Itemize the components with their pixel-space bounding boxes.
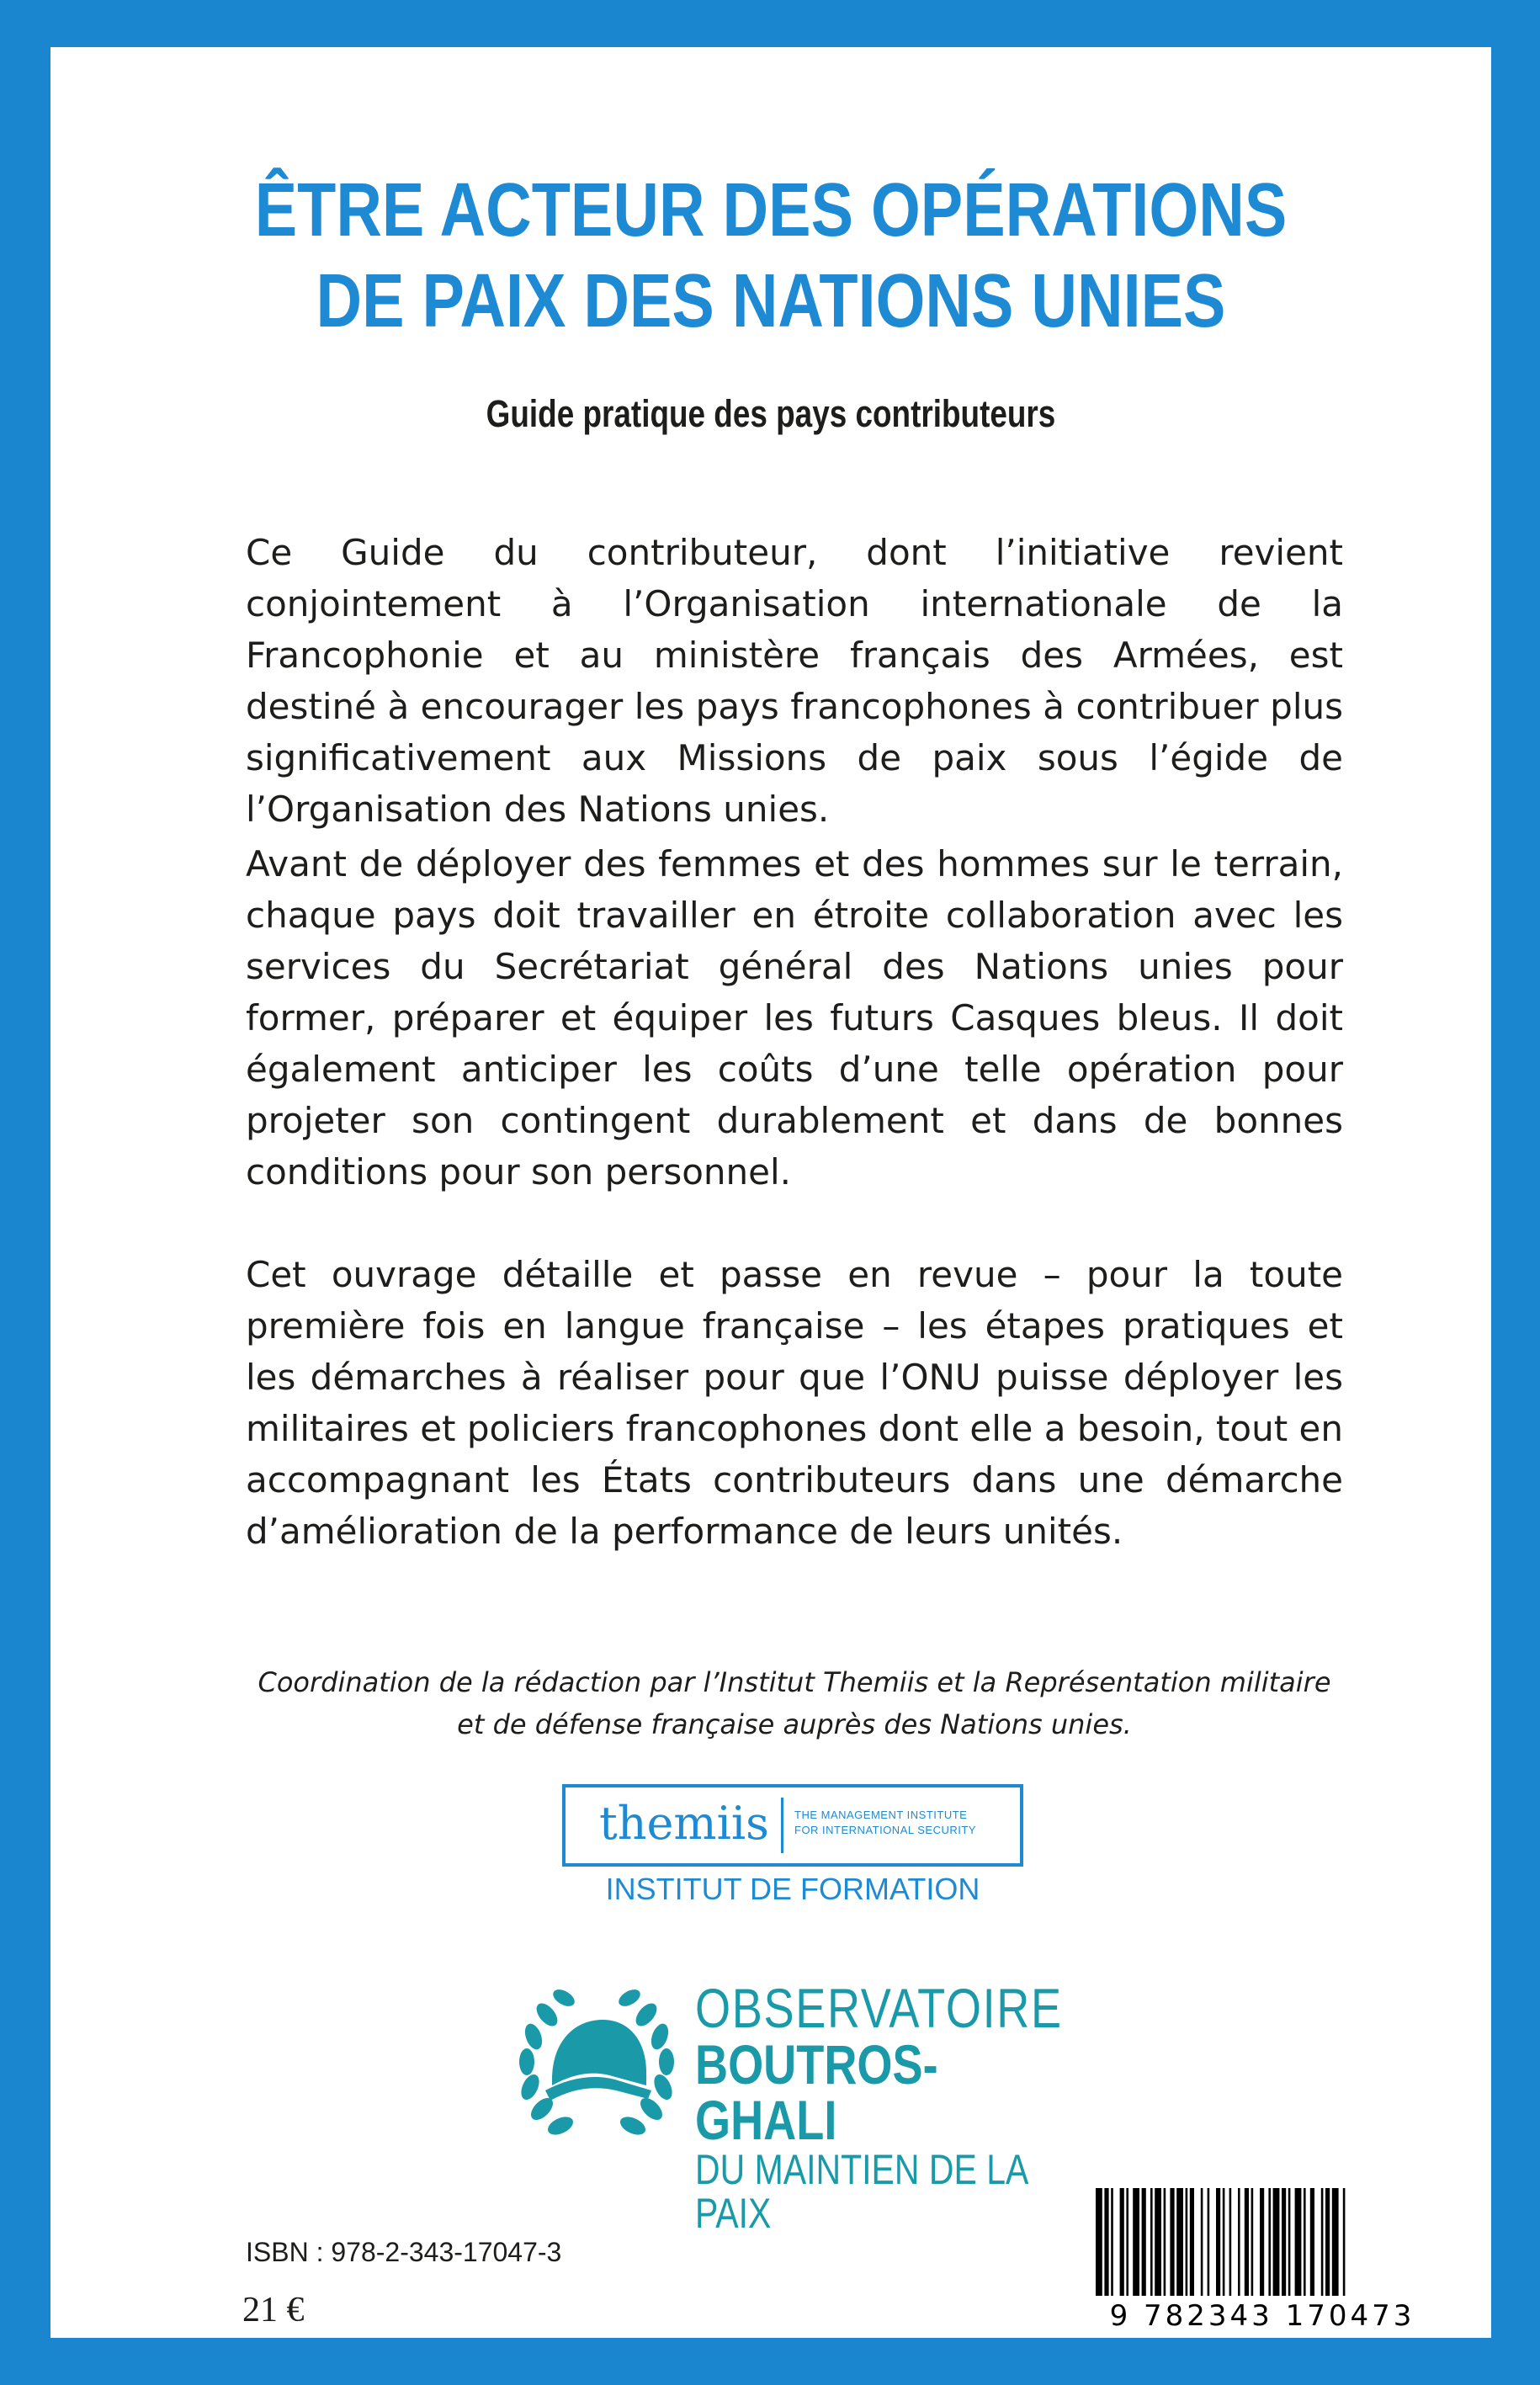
barcode-bar — [1190, 2188, 1194, 2296]
barcode-bar — [1142, 2188, 1146, 2296]
barcode-bar — [1150, 2188, 1153, 2296]
barcode-bar — [1325, 2188, 1330, 2296]
barcode-bar — [1304, 2188, 1306, 2296]
barcode-bar — [1229, 2188, 1232, 2296]
barcode-bar — [1321, 2188, 1324, 2296]
themiis-divider — [781, 1798, 783, 1853]
isbn: ISBN : 978-2-343-17047-3 — [246, 2237, 562, 2267]
barcode-bar — [1223, 2188, 1225, 2296]
barcode-bar — [1216, 2188, 1220, 2296]
barcode-bar — [1201, 2188, 1203, 2296]
barcode-bar — [1268, 2188, 1271, 2296]
barcode-bar — [1245, 2188, 1249, 2296]
body-paragraph-3: Cet ouvrage détaille et passe en revue – pour la toute première fois en langue française – les étapes pratiques et les démarches à réaliser pour que l’ONU puisse déployer les militaires et policiers francophones dont elle a besoin, tout en accompagnant les États contributeurs dans une démarche d’amélioration de la performance de leurs unités. — [246, 1254, 1343, 1552]
back-cover — [50, 47, 1491, 2338]
credit-line-1: Coordination de la rédaction par l’Institut Themiis et la Représentation militaire — [258, 1666, 1331, 1698]
barcode-bar — [1104, 2188, 1108, 2296]
observatoire-line-3: DU MAINTIEN DE LA PAIX — [695, 2146, 1028, 2237]
barcode-bar — [1096, 2188, 1102, 2296]
barcode-bar — [1288, 2188, 1291, 2296]
barcode-bar — [1133, 2188, 1139, 2296]
book-subtitle: Guide pratique des pays contributeurs — [486, 392, 1056, 435]
barcode-bar — [1186, 2188, 1188, 2296]
barcode-digits: 9 782343 170473 — [1109, 2299, 1415, 2333]
barcode-bar — [1282, 2188, 1286, 2296]
themiis-tagline-line-1: THE MANAGEMENT INSTITUTE — [794, 1809, 968, 1821]
barcode-bar — [1155, 2188, 1161, 2296]
themiis-logo — [562, 1784, 1023, 1867]
barcode-bar — [1120, 2188, 1124, 2296]
coordination-credit — [246, 1661, 1343, 1745]
barcode-bars — [1084, 2185, 1441, 2296]
institut-label: INSTITUT DE FORMATION — [605, 1872, 980, 1906]
barcode-bar — [1170, 2188, 1174, 2296]
barcode-bar — [1310, 2188, 1314, 2296]
themiis-tagline — [794, 1808, 1013, 1838]
barcode-bar — [1343, 2188, 1346, 2296]
body-paragraph-1: Ce Guide du contributeur, dont l’initiative revient conjointement à l’Organisation internationale de la Francophonie et au ministère français des Armées, est destiné à encourager les pays francophones à contribuer plus significativement aux Missions de paix sous l’égide de l’Organisation des Nations unies. — [246, 532, 1343, 830]
credit-line-2: et de défense française auprès des Nations unies. — [457, 1708, 1132, 1740]
barcode-bar — [1164, 2188, 1166, 2296]
themiis-wordmark: themiis — [599, 1797, 769, 1850]
barcode-bar — [1295, 2188, 1302, 2296]
title-line-1: ÊTRE ACTEUR DES OPÉRATIONS — [254, 168, 1288, 252]
observatoire-line-2: BOUTROS-GHALI — [695, 2033, 938, 2151]
book-title — [166, 165, 1376, 347]
price: 21 € — [242, 2291, 305, 2329]
barcode-bar — [1238, 2188, 1240, 2296]
barcode-bar — [1176, 2188, 1183, 2296]
barcode-bar — [1260, 2188, 1264, 2296]
barcode-bar — [1332, 2188, 1339, 2296]
barcode-bar — [1111, 2188, 1113, 2296]
observatoire-line-1: OBSERVATOIRE — [695, 1977, 1063, 2039]
title-line-2: DE PAIX DES NATIONS UNIES — [316, 259, 1226, 343]
barcode-bar — [1251, 2188, 1254, 2296]
barcode-bar — [1208, 2188, 1210, 2296]
barcode-bar — [1126, 2188, 1128, 2296]
barcode-bar — [1273, 2188, 1280, 2296]
barcode-icon — [1084, 2185, 1441, 2333]
observatoire-logo-text — [695, 1977, 1063, 2237]
helmet-laurel-icon — [508, 1973, 685, 2149]
themiis-tagline-line-2: FOR INTERNATIONAL SECURITY — [794, 1824, 976, 1836]
body-paragraph-2: Avant de déployer des femmes et des hommes sur le terrain, chaque pays doit travailler en étroite collaboration avec les services du Secrétariat général des Nations unies pour former, préparer et équiper les futurs Casques bleus. Il doit également anticiper les coûts d’une telle opération pour projeter son contingent durablement et dans de bonnes conditions pour son personnel. — [246, 843, 1343, 1192]
